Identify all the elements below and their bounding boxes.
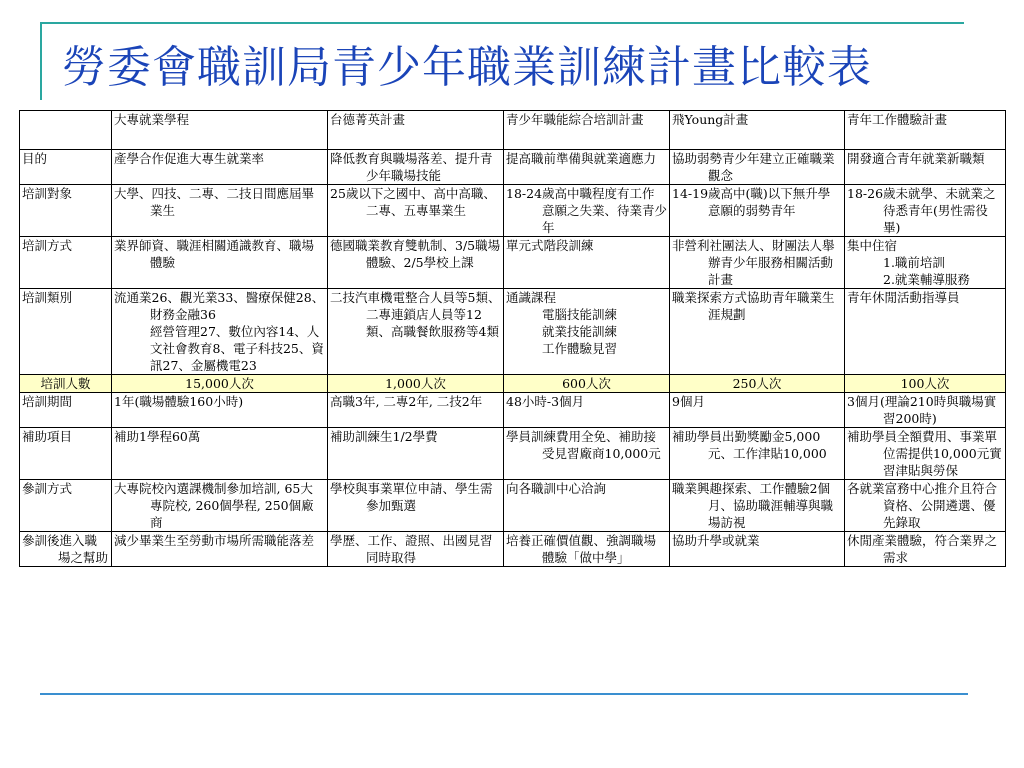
row-label: 培訓人數 bbox=[20, 375, 112, 393]
table-cell: 25歲以下之國中、高中高職、二專、五專畢業生 bbox=[328, 185, 504, 237]
table-cell: 協助升學或就業 bbox=[670, 532, 845, 567]
table-cell: 集中住宿 1.職前培訓 2.就業輔導服務 bbox=[845, 237, 1006, 289]
table-row bbox=[20, 393, 1006, 428]
table-cell: 18-24歲高中職程度有工作意願之失業、待業青少年 bbox=[504, 185, 670, 237]
table-cell: 600人次 bbox=[504, 375, 670, 393]
table-cell: 學歷、工作、證照、出國見習同時取得 bbox=[328, 532, 504, 567]
table-cell: 高職3年, 二專2年, 二技2年 bbox=[328, 393, 504, 428]
table-row bbox=[20, 237, 1006, 289]
table-cell: 補助1學程60萬 bbox=[112, 428, 328, 480]
table-row bbox=[20, 480, 1006, 532]
row-label: 培訓期間 bbox=[20, 393, 112, 428]
table-cell: 100人次 bbox=[845, 375, 1006, 393]
table-row bbox=[20, 289, 1006, 375]
row-label: 培訓類別 bbox=[20, 289, 112, 375]
table-cell: 業界師資、職涯相關通識教育、職場體驗 bbox=[112, 237, 328, 289]
table-cell: 1年(職場體驗160小時) bbox=[112, 393, 328, 428]
table-cell: 18-26歲未就學、未就業之待悉青年(男性需役畢) bbox=[845, 185, 1006, 237]
row-label: 補助項目 bbox=[20, 428, 112, 480]
footer-rule bbox=[40, 693, 968, 695]
table-cell: 產學合作促進大專生就業率 bbox=[112, 150, 328, 185]
table-row bbox=[20, 532, 1006, 567]
table-row bbox=[20, 150, 1006, 185]
table-cell: 各就業富務中心推介且符合資格、公開遴選、優先錄取 bbox=[845, 480, 1006, 532]
title-frame-top-line bbox=[40, 22, 964, 24]
table-cell: 德國職業教育雙軌制、3/5職場體驗、2/5學校上課 bbox=[328, 237, 504, 289]
table-cell: 開發適合青年就業新職類 bbox=[845, 150, 1006, 185]
table-cell: 休閒產業體驗，符合業界之需求 bbox=[845, 532, 1006, 567]
column-header: 青年工作體驗計畫 bbox=[845, 111, 1006, 150]
table-cell: 職業興趣探索、工作體驗2個月、協助職涯輔導與職場訪視 bbox=[670, 480, 845, 532]
row-label: 培訓對象 bbox=[20, 185, 112, 237]
comparison-table-body bbox=[20, 111, 1006, 567]
table-cell: 單元式階段訓練 bbox=[504, 237, 670, 289]
table-cell: 通識課程 電腦技能訓練 就業技能訓練 工作體驗見習 bbox=[504, 289, 670, 375]
table-cell: 提高職前準備與就業適應力 bbox=[504, 150, 670, 185]
table-cell: 250人次 bbox=[670, 375, 845, 393]
row-label: 參訓後進入職場之幫助 bbox=[20, 532, 112, 567]
row-label: 目的 bbox=[20, 150, 112, 185]
table-cell: 協助弱勢青少年建立正確職業觀念 bbox=[670, 150, 845, 185]
table-cell: 非營利社團法人、財團法人舉辦青少年服務相關活動計畫 bbox=[670, 237, 845, 289]
table-cell: 流通業26、觀光業33、醫療保健28、財務金融36 經營管理27、數位內容14、人文社會教育8、電子科技25、資訊27、金屬機電23 bbox=[112, 289, 328, 375]
table-cell: 3個月(理論210時與職場實習200時) bbox=[845, 393, 1006, 428]
column-header: 青少年職能綜合培訓計畫 bbox=[504, 111, 670, 150]
table-cell: 學校與事業單位申請、學生需參加甄選 bbox=[328, 480, 504, 532]
table-cell: 職業探索方式協助青年職業生涯規劃 bbox=[670, 289, 845, 375]
title-frame-left-line bbox=[40, 22, 42, 100]
page-title: 勞委會職訓局青少年職業訓練計畫比較表 bbox=[62, 42, 872, 93]
comparison-table bbox=[19, 110, 1006, 567]
corner-header-cell bbox=[20, 111, 112, 150]
table-cell: 補助訓練生1/2學費 bbox=[328, 428, 504, 480]
table-cell: 大學、四技、二專、二技日間應屆畢業生 bbox=[112, 185, 328, 237]
table-cell: 48小時-3個月 bbox=[504, 393, 670, 428]
column-header: 飛Young計畫 bbox=[670, 111, 845, 150]
table-cell: 補助學員全額費用、事業單位需提供10,000元實習津貼與勞保 bbox=[845, 428, 1006, 480]
table-cell: 降低教育與職場落差、提升青少年職場技能 bbox=[328, 150, 504, 185]
table-cell: 向各職訓中心洽詢 bbox=[504, 480, 670, 532]
table-cell: 減少畢業生至勞動市場所需職能落差 bbox=[112, 532, 328, 567]
row-label: 參訓方式 bbox=[20, 480, 112, 532]
table-row bbox=[20, 428, 1006, 480]
table-row bbox=[20, 375, 1006, 393]
table-cell: 9個月 bbox=[670, 393, 845, 428]
table-cell: 青年休閒活動指導員 bbox=[845, 289, 1006, 375]
table-cell: 大專院校內選課機制參加培訓, 65大專院校, 260個學程, 250個廠商 bbox=[112, 480, 328, 532]
column-header: 大專就業學程 bbox=[112, 111, 328, 150]
table-cell: 補助學員出勤獎勵金5,000元、工作津貼10,000 bbox=[670, 428, 845, 480]
row-label: 培訓方式 bbox=[20, 237, 112, 289]
column-header: 台德菁英計畫 bbox=[328, 111, 504, 150]
table-cell: 二技汽車機電整合人員等5類、二專連鎖店人員等12類、高職餐飲服務等4類 bbox=[328, 289, 504, 375]
table-cell: 15,000人次 bbox=[112, 375, 328, 393]
table-cell: 培養正確價值觀、強調職場體驗「做中學」 bbox=[504, 532, 670, 567]
table-cell: 1,000人次 bbox=[328, 375, 504, 393]
table-header-row bbox=[20, 111, 1006, 150]
comparison-table-container bbox=[19, 110, 1006, 567]
table-cell: 學員訓練費用全免、補助接受見習廠商10,000元 bbox=[504, 428, 670, 480]
table-row bbox=[20, 185, 1006, 237]
table-cell: 14-19歲高中(職)以下無升學意願的弱勢青年 bbox=[670, 185, 845, 237]
